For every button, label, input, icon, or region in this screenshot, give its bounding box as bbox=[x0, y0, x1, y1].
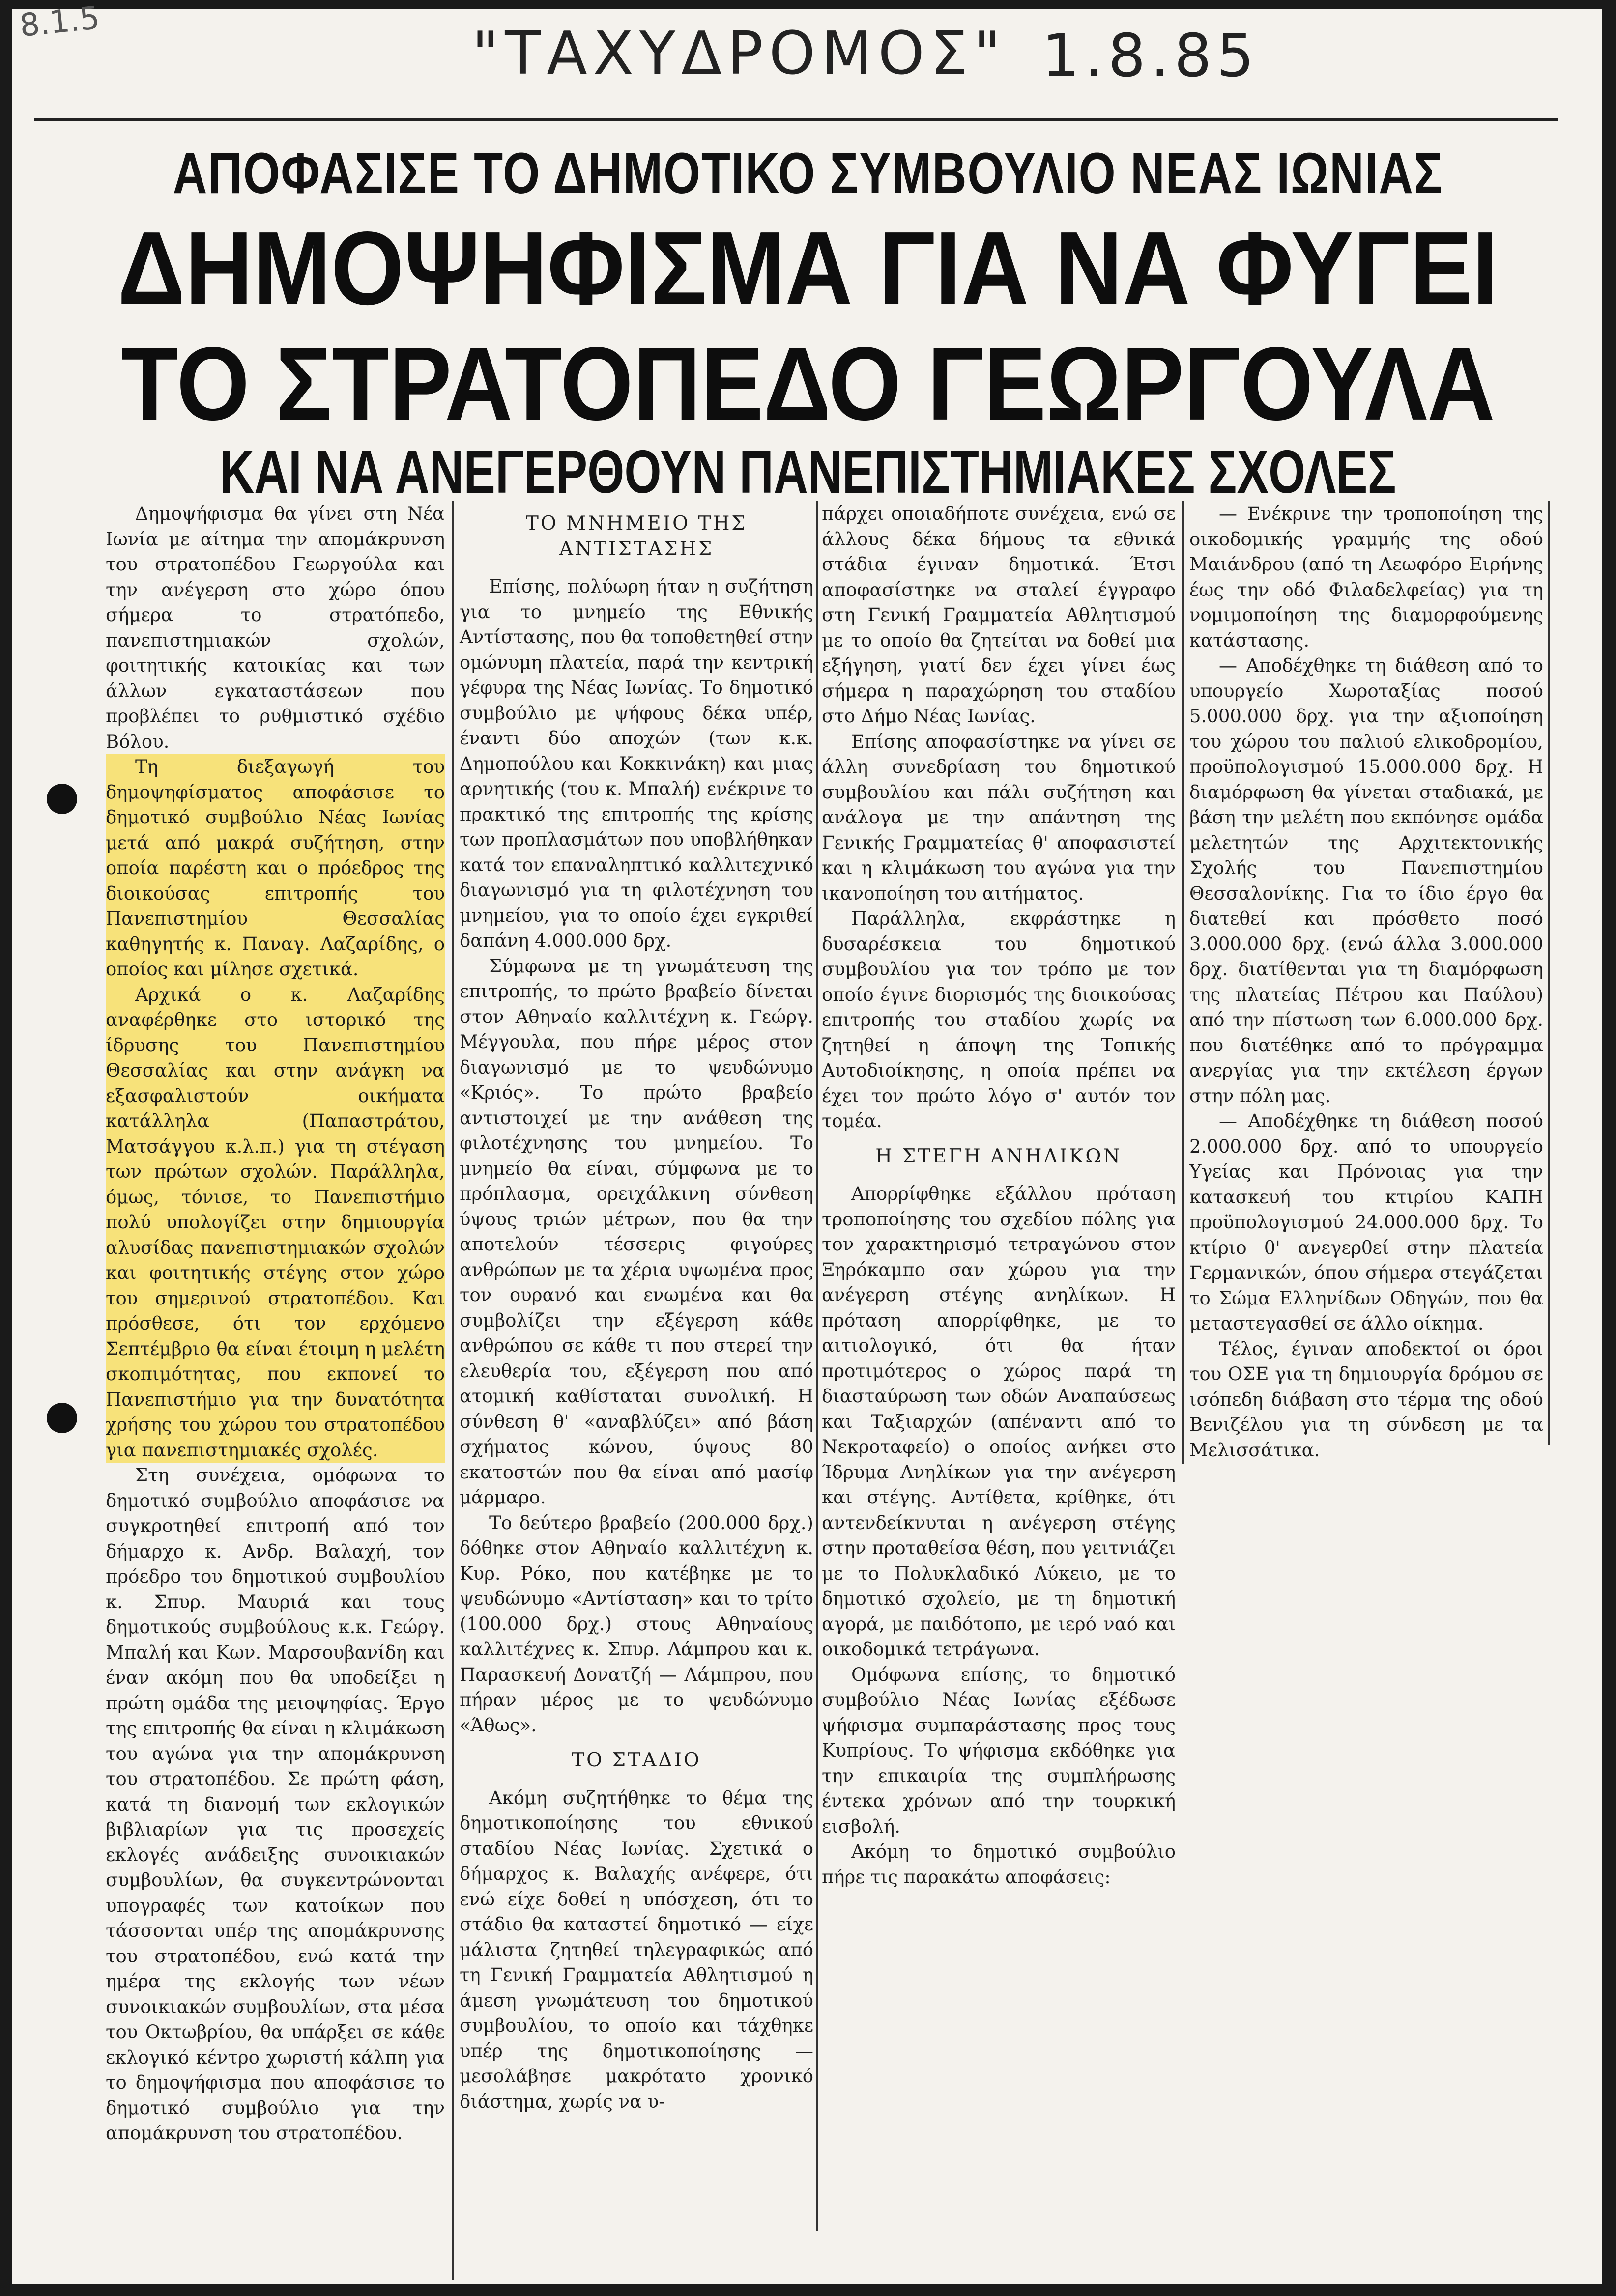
paragraph: Το δεύτερο βραβείο (200.000 δρχ.) δόθηκε στον Αθηναίο καλλιτέχνη κ. Κυρ. Ρόκο, που κατέβηκε με το ψευδώνυμο «Αντίσταση» και το τρίτο (100.000 δρχ.) στους Αθηναίους καλλιτέχνες κ. Σπυρ. Λάμπρου και κ. Παρασκευή Δονατζή — Λάμπρου, που πήραν μέρος με το ψευδώνυμο «Άθως». bbox=[460, 1512, 813, 1736]
paragraph: Επίσης, πολύωρη ήταν η συζήτηση για το μνημείο της Εθνικής Αντίστασης, που θα τοποθετηθεί στην ομώνυμη πλατεία, παρά την κεντρική γέφυρα της Νέας Ιωνίας. Το δημοτικό συμβούλιο με ψήφους δέκα υπέρ, έναντι δύο αποχών (των κ.κ. Δημοπούλου και Κοκκινάκη) και μιας αρνητικής (του κ. Μπαλή) ενέκρινε το πρακτικό της επιτροπής της κρίσης των προπλασμάτων που υποβλήθηκαν κατά τον επαναληπτικό καλλιτεχνικό διαγωνισμό για τη φιλοτέχνηση του μνημείου, για το οποίο έχει εγκριθεί δαπάνη 4.000.000 δρχ. bbox=[460, 576, 813, 951]
headline-line-1: ΔΗΜΟΨΗΦΙΣΜΑ ΓΙΑ ΝΑ ΦΥΓΕΙ bbox=[117, 210, 1499, 326]
section-heading: ΤΟ ΜΝΗΜΕΙΟ ΤΗΣ ΑΝΤΙΣΤΑΣΗΣ bbox=[525, 512, 748, 560]
handwritten-archive-mark: 8.1.5 bbox=[18, 0, 102, 45]
handwritten-newspaper-name: "ΤΑΧΥΔΡΟΜΟΣ" bbox=[472, 20, 1007, 88]
headline-line-2: ΤΟ ΣΤΡΑΤΟΠΕΔΟ ΓΕΩΡΓΟΥΛΑ bbox=[121, 325, 1495, 442]
paragraph: Ακόμη το δημοτικό συμβούλιο πήρε τις παρακάτω αποφάσεις: bbox=[822, 1841, 1176, 1888]
paragraph: — Αποδέχθηκε τη διάθεση από το υπουργείο Χωροταξίας ποσού 5.000.000 δρχ. για την αξιοποίηση του χώρου του παλιού ελικοδρομίου, προϋπολογισμού 15.000.000 δρχ. Η διαμόρφωση θα γίνεται σταδιακά, με βάση την μελέτη που εκπόνησε ομάδα μελετητών της Αρχιτεκτονικής Σχολής του Πανεπιστημίου Θεσσαλονίκης. Για το ίδιο έργο θα διατεθεί και πρόσθετο ποσό 3.000.000 δρχ. (ενώ άλλα 3.000.000 δρχ. διατίθενται για τη διαμόρφωση της πλατείας Πέτρου και Παύλου) από την πίστωση των 6.000.000 δρχ. που διατέθηκε από το πρόγραμμα ανεργίας για την εκτέλεση έργων στην πόλη μας. bbox=[1189, 655, 1543, 1106]
column-rule-1 bbox=[452, 501, 454, 2280]
punch-hole-mark bbox=[47, 1403, 77, 1433]
section-heading: Η ΣΤΕΓΗ ΑΝΗΛΙΚΩΝ bbox=[875, 1145, 1122, 1167]
article-column-2 bbox=[460, 501, 813, 2114]
punch-hole-mark bbox=[47, 784, 77, 814]
handwritten-date: 1.8.85 bbox=[1042, 22, 1259, 90]
paragraph: — Αποδέχθηκε τη διάθεση ποσού 2.000.000 δρχ. από το υπουργείο Υγείας και Πρόνοιας για την κατασκευή του κτιρίου ΚΑΠΗ προϋπολογισμού 24.000.000 δρχ. Το κτίριο θ' ανεγερθεί στην πλατεία Γερμανικών, όπου σήμερα στεγάζεται το Σώμα Ελληνίδων Οδηγών, που θα μεταστεγασθεί σε άλλο οίκημα. bbox=[1189, 1110, 1543, 1334]
paragraph: Επίσης αποφασίστηκε να γίνει σε άλλη συνεδρίαση του δημοτικού συμβουλίου και πάλι συζήτηση και ανάλογα με την απάντηση της Γενικής Γραμματείας θ' αποφασιστεί και η κλιμάκωση του αγώνα για την ικανοποίηση του αιτήματος. bbox=[822, 731, 1176, 904]
paragraph: Στη συνέχεια, ομόφωνα το δημοτικό συμβούλιο αποφάσισε να συγκροτηθεί επιτροπή από τον δήμαρχο κ. Ανδρ. Βαλαχή, τον πρόεδρο του δημοτικού συμβουλίου κ. Σπυρ. Μαυριά και τους δημοτικούς συμβούλους κ.κ. Γεώργ. Μπαλή και Κων. Μαρσουβανίδη και έναν ακόμη που θα υποδείξει η πρώτη ομάδα της μειοψηφίας. Έργο της επιτροπής θα είναι η κλιμάκωση του αγώνα για την απομάκρυνση του στρατοπέδου. Σε πρώτη φάση, κατά τη διανομή των εκλογικών βιβλιαρίων για τις προσεχείς εκλογές ανάδειξης συνοικιακών συμβουλίων, θα συγκεντρώνονται υπογραφές των κατοίκων που τάσσονται υπέρ της απομάκρυνσης του στρατοπέδου, ενώ κατά την ημέρα της εκλογής των νέων συνοικιακών συμβουλίων, στα μέσα του Οκτωβρίου, θα υπάρξει σε κάθε εκλογικό κέντρο χωριστή κάλπη για το δημοψήφισμα που αποφάσισε το δημοτικό συμβούλιο για την απομάκρυνση του στρατοπέδου. bbox=[106, 1465, 445, 2144]
section-heading: ΤΟ ΣΤΑΔΙΟ bbox=[572, 1749, 701, 1771]
column-rule-2 bbox=[816, 501, 818, 2231]
column-rule-4 bbox=[1548, 501, 1550, 1445]
paragraph: Ακόμη συζητήθηκε το θέμα της δημοτικοποίησης του εθνικού σταδίου Νέας Ιωνίας. Σχετικά ο δήμαρχος κ. Βαλαχής ανέφερε, ότι ενώ είχε δοθεί η υπόσχεση, ότι το στάδιο θα καταστεί δημοτικό — είχε μάλιστα ζητηθεί τηλεγραφικώς από τη Γενική Γραμματεία Αθλητισμού η άμεση γνωμάτευση του δημοτικού συμβουλίου, το οποίο και τάχθηκε υπέρ της δημοτικοποίησης — μεσολάβησε μακρότατο χρονικό διάστημα, χωρίς να υ- bbox=[460, 1787, 813, 2112]
highlighted-paragraph: Αρχικά ο κ. Λαζαρίδης αναφέρθηκε στο ιστορικό της ίδρυσης του Πανεπιστημίου Θεσσαλίας και στην ανάγκη να εξασφαλιστούν οικήματα κατάλληλα (Παπαστράτου, Ματσάγγου κ.λ.π.) για τη στέγαση των πρώτων σχολών. Παράλληλα, όμως, τόνισε, το Πανεπιστήμιο πολύ υπολογίζει στην δημιουργία αλυσίδας πανεπιστημιακών σχολών και φοιτητικής στέγης στον χώρο του σημερινού στρατοπέδου. Και πρόσθεσε, ότι τον ερχόμενο Σεπτέμβριο θα είναι έτοιμη η μελέτη σκοπιμότητας, που εκπονεί το Πανεπιστήμιο για την δυνατότητα χρήσης του χώρου του στρατοπέδου για πανεπιστημιακές σχολές. bbox=[106, 982, 445, 1463]
column-rule-3 bbox=[1182, 501, 1184, 1464]
highlighted-paragraph: Τη διεξαγωγή του δημοψηφίσματος αποφάσισε το δημοτικό συμβούλιο Νέας Ιωνίας μετά από μακρά συζήτηση, στην οποία παρέστη και ο πρόεδρος της διοικούσας επιτροπής του Πανεπιστημίου Θεσσαλίας καθηγητής κ. Παναγ. Λαζαρίδης, ο οποίος και μίλησε σχετικά. bbox=[106, 754, 445, 982]
paragraph: — Ενέκρινε την τροποποίηση της οικοδομικής γραμμής της οδού Μαιάνδρου (από τη Λεωφόρο Ειρήνης έως την οδό Φιλαδελφείας) για τη νομιμοποίηση της διαμορφούμενης κατάστασης. bbox=[1189, 503, 1543, 651]
paragraph: Απορρίφθηκε εξάλλου πρόταση τροποποίησης του σχεδίου πόλης για τον χαρακτηρισμό τετραγώνου στον Ξηρόκαμπο σαν χώρου για την ανέγερση στέγης ανηλίκων. Η πρόταση απορρίφθηκε, με το αιτιολογικό, ότι θα ήταν προτιμότερος ο χώρος παρά τη διασταύρωση των οδών Αναπαύσεως και Ταξιαρχών (απέναντι από το Νεκροταφείο) ο οποίος ανήκει στο Ίδρυμα Ανηλίκων για την ανέγερση και στέγης. Αντίθετα, κρίθηκε, ότι αντενδείκνυται η ανέγερση στέγης στην προταθείσα θέση, που γειτνιάζει με το Πολυκλαδικό Λύκειο, με το δημοτικό σχολείο, με τη δημοτική αγορά, με παιδότοπο, με ιερό ναό και οικοδομικά τετράγωνα. bbox=[822, 1183, 1176, 1660]
paragraph: Τέλος, έγιναν αποδεκτοί οι όροι του ΟΣΕ για τη δημιουργία δρόμου σε ισόπεδη διάβαση στο τέρμα της οδού Βενιζέλου για τη σύνδεση με τα Μελισσάτικα. bbox=[1189, 1338, 1543, 1461]
paragraph: πάρχει οποιαδήποτε συνέχεια, ενώ σε άλλους δέκα δήμους τα εθνικά στάδια έγιναν δημοτικά. Έτσι αποφασίστηκε να σταλεί έγγραφο στη Γενική Γραμματεία Αθλητισμού με το οποίο θα ζητείται να δοθεί μια εξήγηση, γιατί δεν έχει γίνει έως σήμερα η παραχώρηση του σταδίου στο Δήμο Νέας Ιωνίας. bbox=[822, 503, 1176, 727]
paragraph: Ομόφωνα επίσης, το δημοτικό συμβούλιο Νέας Ιωνίας εξέδωσε ψήφισμα συμπαράστασης προς τους Κυπρίους. Το ψήφισμα εκδόθηκε για την επικαιρία της συμπλήρωσης έντεκα χρόνων από την τουρκική εισβολή. bbox=[822, 1664, 1176, 1837]
paragraph: Δημοψήφισμα θα γίνει στη Νέα Ιωνία με αίτημα την απομάκρυνση του στρατοπέδου Γεωργούλα και την ανέγερση στο χώρο όπου σήμερα το στρατόπεδο, πανεπιστημιακών σχολών, φοιτητικής κατοικίας και των άλλων εγκαταστάσεων που προβλέπει το ρυθμιστικό σχέδιο Βόλου. bbox=[106, 503, 445, 752]
article-kicker: ΑΠΟΦΑΣΙΣΕ ΤΟ ΔΗΜΟΤΙΚΟ ΣΥΜΒΟΥΛΙΟ ΝΕΑΣ ΙΩΝΙΑΣ bbox=[173, 141, 1443, 206]
paragraph: Παράλληλα, εκφράστηκε η δυσαρέσκεια του δημοτικού συμβουλίου για τον τρόπο με τον οποίο έγινε διορισμός της διοικούσας επιτροπής του σταδίου χωρίς να ζητηθεί η άποψη της Τοπικής Αυτοδιοίκησης, η οποία πρέπει να έχει τον πρώτο λόγο σ' αυτόν τον τομέα. bbox=[822, 908, 1176, 1132]
top-rule bbox=[34, 118, 1558, 121]
article-column-1 bbox=[106, 501, 445, 2146]
article-column-4 bbox=[1189, 501, 1543, 1463]
article-subhead: ΚΑΙ ΝΑ ΑΝΕΓΕΡΘΟΥΝ ΠΑΝΕΠΙΣΤΗΜΙΑΚΕΣ ΣΧΟΛΕΣ bbox=[220, 438, 1396, 506]
paragraph: Σύμφωνα με τη γνωμάτευση της επιτροπής, το πρώτο βραβείο δίνεται στον Αθηναίο καλλιτέχνη κ. Γεώργ. Μέγγουλα, που πήρε μέρος στον διαγωνισμό με το ψευδώνυμο «Κριός». Το πρώτο βραβείο αντιστοιχεί με την ανάθεση της φιλοτέχνησης του μνημείου. Το μνημείο θα είναι, σύμφωνα με το πρόπλασμα, ορειχάλκινη σύνθεση ύψους τριών μέτρων, που θα την αποτελούν τέσσερις φιγούρες ανθρώπων με τα χέρια υψωμένα προς τον ουρανό και ενωμένα και θα συμβολίζει την εξέγερση κάθε ανθρώπου σε κάθε τι που στερεί την ελευθερία του, εξέγερση που από ατομική καθίσταται συνολική. Η σύνθεση θ' «αναβλύζει» από βάση σχήματος κώνου, ύψους 80 εκατοστών που θα είναι από μασίφ μάρμαρο. bbox=[460, 955, 813, 1508]
article-column-3 bbox=[822, 501, 1176, 1890]
